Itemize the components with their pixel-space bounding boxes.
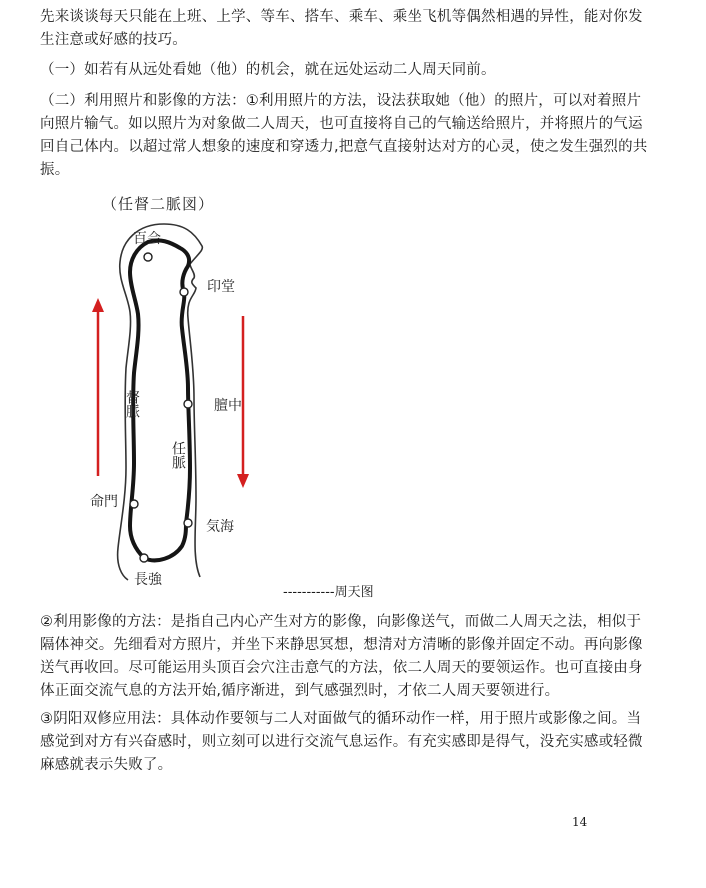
baihui-point [144, 253, 152, 261]
changqiang-point [140, 554, 148, 562]
method-two-paragraph: （二）利用照片和影像的方法：①利用照片的方法，设法获取她（他）的照片，可以对着照片向照片输气。如以照片为对象做二人周天，也可直接将自己的气输送给照片，并将照片的气运回自己体内。以超过常人想象的速度和穿透力,把意气直接射达对方的心灵，使之发生强烈的共振。 [40, 93, 648, 178]
qihai-label: 気海 [206, 519, 234, 535]
baihui-label: 百会 [133, 231, 161, 247]
mingmen-label: 命門 [90, 494, 118, 510]
mingmen-point [130, 500, 138, 508]
intro-paragraph: 先来谈谈每天只能在上班、上学、等车、搭车、乘车、乘坐飞机等偶然相遇的异性，能对你发生注意或好感的技巧。 [40, 9, 643, 48]
yintang-label: 印堂 [207, 279, 235, 295]
renmai-label: 任脈 [170, 441, 186, 469]
page-number: 14 [572, 815, 588, 829]
diagram-caption: -----------周天图 [283, 585, 374, 600]
up-arrow [92, 298, 104, 476]
shanzhong-point [184, 400, 192, 408]
dumai-label: 督脈 [124, 390, 140, 418]
method-one-paragraph: （一）如若有从远处看她（他）的机会，就在远处运动二人周天同前。 [40, 62, 496, 78]
image-method-paragraph: ②利用影像的方法：是指自己内心产生对方的影像，向影像送气，而做二人周天之法，相似于隔体神交。先细看对方照片，并坐下来静思冥想，想清对方清晰的影像并固定不动。再向影像送气再收回。尽可能运用头顶百会穴注击意气的方法，依二人周天的要领运作。也可直接由身体正面交流气息的方法开始,循序渐进，到气感强烈时，才依二人周天要领进行。 [40, 614, 643, 699]
diagram-title: （任督二脈図） [102, 195, 215, 213]
yintang-point [180, 288, 188, 296]
qihai-point [184, 519, 192, 527]
changqiang-label: 長強 [134, 572, 162, 588]
shanzhong-label: 膻中 [214, 398, 242, 414]
meridian-diagram [80, 188, 380, 600]
yin-yang-paragraph: ③阴阳双修应用法：具体动作要领与二人对面做气的循环动作一样，用于照片或影像之间。当感觉到对方有兴奋感时，则立刻可以进行交流气息运作。有充实感即是得气，没充实感或轻微麻感就表示失败了。 [40, 711, 643, 773]
